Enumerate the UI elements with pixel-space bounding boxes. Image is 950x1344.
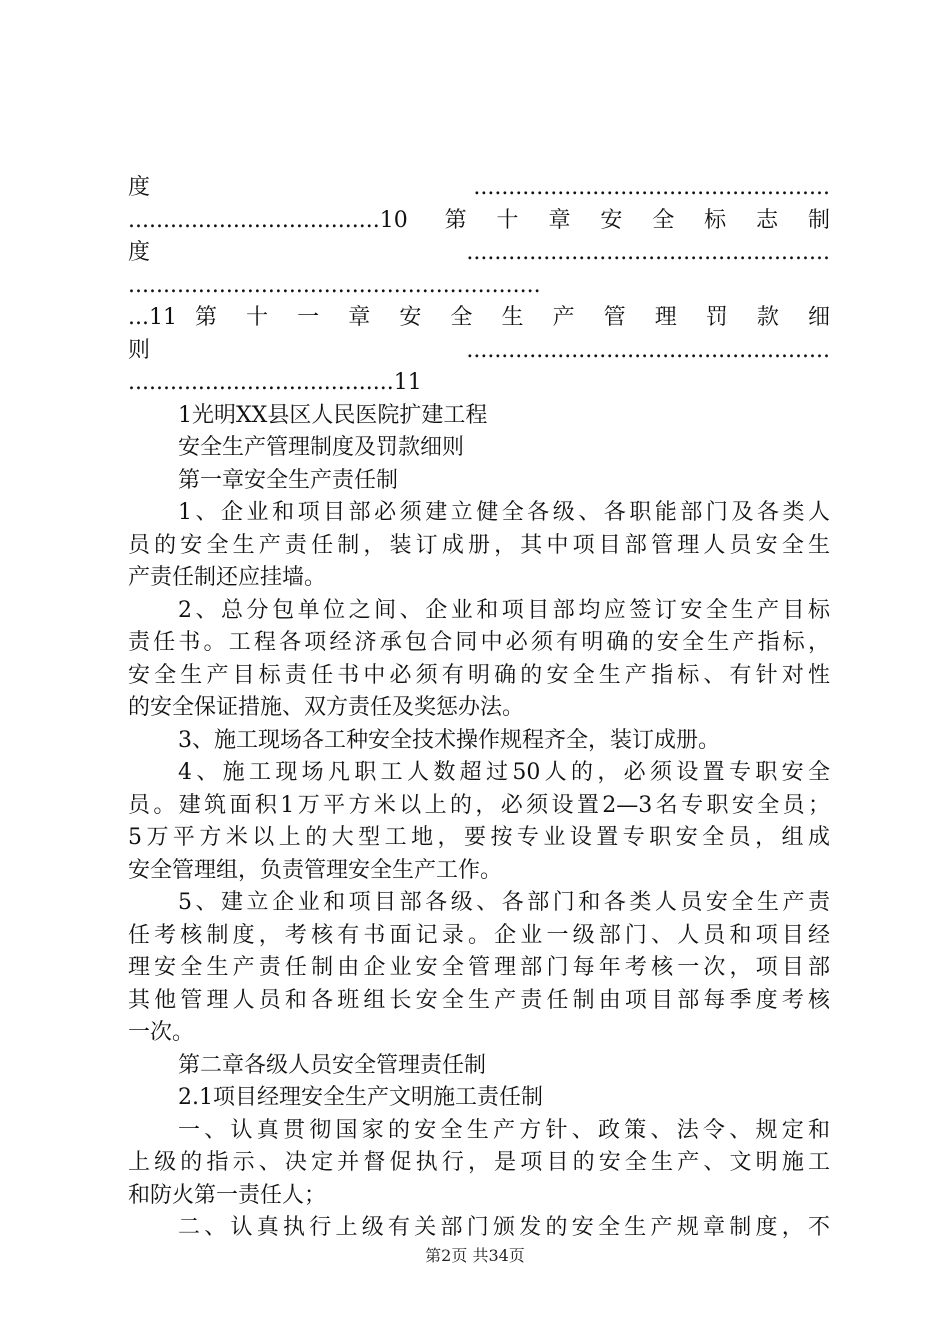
paragraph-line: 和防火第一责任人；: [128, 1182, 327, 1208]
document-title: 安全生产管理制度及罚款细则: [178, 435, 465, 460]
toc-line: ...11 第 十 一 章 安 全 生 产 管 理 罚 款 细: [128, 305, 830, 330]
toc-line: 则....................................................: [128, 337, 830, 363]
toc-line: ......................................11: [128, 370, 422, 395]
table-of-contents: [128, 172, 830, 400]
paragraph-line: 其他管理人员和各班组长安全生产责任制由项目部每季度考核: [128, 987, 830, 1013]
paragraph-line: 员的安全生产责任制，装订成册，其中项目部管理人员安全生: [128, 532, 830, 558]
project-title: 1光明XX县区人民医院扩建工程: [178, 402, 488, 428]
section-heading: 2.1项目经理安全生产文明施工责任制: [178, 1085, 543, 1110]
paragraph-line: 4、施工现场凡职工人数超过50人的，必须设置专职安全: [178, 760, 830, 785]
paragraph-line: 的安全保证措施、双方责任及奖惩办法。: [128, 695, 525, 720]
paragraph-line: 1、企业和项目部必须建立健全各级、各职能部门及各类人: [178, 500, 830, 525]
toc-line: ....................................10 第十章安全标志制: [128, 207, 830, 233]
paragraph-line: 安全生产目标责任书中必须有明确的安全生产指标、有针对性: [128, 662, 830, 688]
paragraph-line: 5万平方米以上的大型工地，要按专业设置专职安全员，组成: [128, 825, 830, 850]
chapter-heading: 第一章安全生产责任制: [178, 467, 399, 493]
paragraph-line: 2、总分包单位之间、企业和项目部均应签订安全生产目标: [178, 597, 830, 623]
document-body: [128, 400, 830, 1245]
toc-line: 度...................................................: [128, 175, 830, 200]
paragraph-line: 任考核制度，考核有书面记录。企业一级部门、人员和项目经: [128, 922, 830, 948]
toc-line: ...........................................................: [128, 272, 541, 298]
paragraph-line: 一次。: [128, 1020, 195, 1045]
paragraph-line: 一、认真贯彻国家的安全生产方针、政策、法令、规定和: [178, 1117, 830, 1143]
paragraph-line: 上级的指示、决定并督促执行，是项目的安全生产、文明施工: [128, 1150, 830, 1175]
chapter-heading: 第二章各级人员安全管理责任制: [178, 1052, 487, 1078]
paragraph-line: 理安全生产责任制由企业安全管理部门每年考核一次，项目部: [128, 955, 830, 980]
paragraph-line: 5、建立企业和项目部各级、各部门和各类人员安全生产责: [178, 890, 830, 915]
page-footer: 第2页 共34页: [425, 1246, 525, 1265]
paragraph-line: 二、认真执行上级有关部门颁发的安全生产规章制度，不: [178, 1215, 830, 1240]
paragraph-line: 责任书。工程各项经济承包合同中必须有明确的安全生产指标，: [128, 630, 830, 655]
paragraph-line: 3、施工现场各工种安全技术操作规程齐全，装订成册。: [178, 727, 720, 753]
paragraph-line: 安全管理组，负责管理安全生产工作。: [128, 857, 503, 883]
toc-line: 度....................................................: [128, 240, 830, 265]
paragraph-line: 产责任制还应挂墙。: [128, 565, 327, 590]
document-page: [128, 172, 830, 1245]
paragraph-line: 员。建筑面积1万平方米以上的，必须设置2—3名专职安全员；: [128, 792, 830, 818]
